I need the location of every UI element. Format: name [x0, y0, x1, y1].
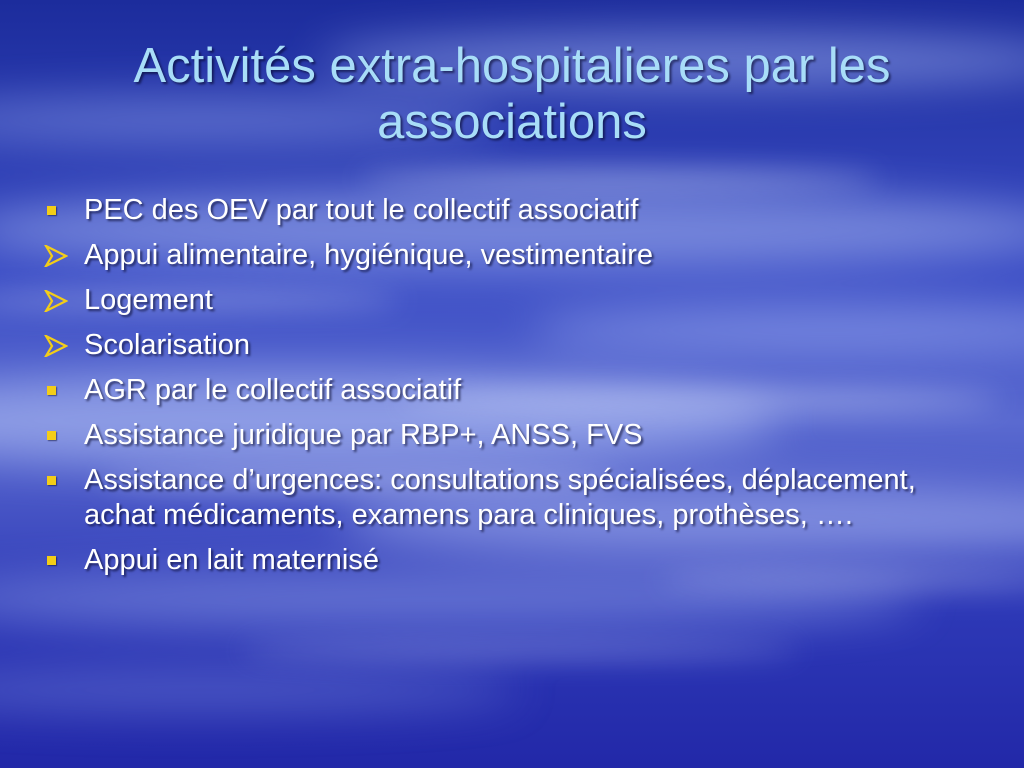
list-item-text: Logement: [84, 284, 213, 316]
list-item: [40, 418, 940, 453]
slide-title: Activités extra-hospitalieres par les associations: [133, 39, 891, 149]
list-item-text: AGR par le collectif associatif: [84, 374, 462, 406]
list-item: [40, 463, 940, 533]
arrow-bullet-icon: [40, 283, 70, 318]
list-item: [40, 373, 940, 408]
bullet-list: [40, 193, 940, 588]
square-bullet-icon: [40, 193, 70, 228]
list-item-text: PEC des OEV par tout le collectif associatif: [84, 194, 639, 226]
arrow-bullet-icon: [40, 238, 70, 273]
square-bullet-icon: [40, 373, 70, 408]
square-bullet-icon: [40, 543, 70, 578]
list-item: [40, 328, 940, 363]
square-bullet-icon: [40, 418, 70, 453]
list-item: [40, 283, 940, 318]
list-item-text: Assistance d’urgences: consultations spécialisées, déplacement, achat médicaments, examens para cliniques, prothèses, ….: [84, 464, 916, 531]
list-item-text: Appui alimentaire, hygiénique, vestimentaire: [84, 239, 654, 271]
list-item-text: Appui en lait maternisé: [84, 544, 379, 576]
list-item: [40, 238, 940, 273]
square-bullet-icon: [40, 463, 70, 498]
arrow-bullet-icon: [40, 328, 70, 363]
list-item-text: Assistance juridique par RBP+, ANSS, FVS: [84, 419, 643, 451]
list-item: [40, 543, 940, 578]
list-item-text: Scolarisation: [84, 329, 251, 361]
list-item: [40, 193, 940, 228]
